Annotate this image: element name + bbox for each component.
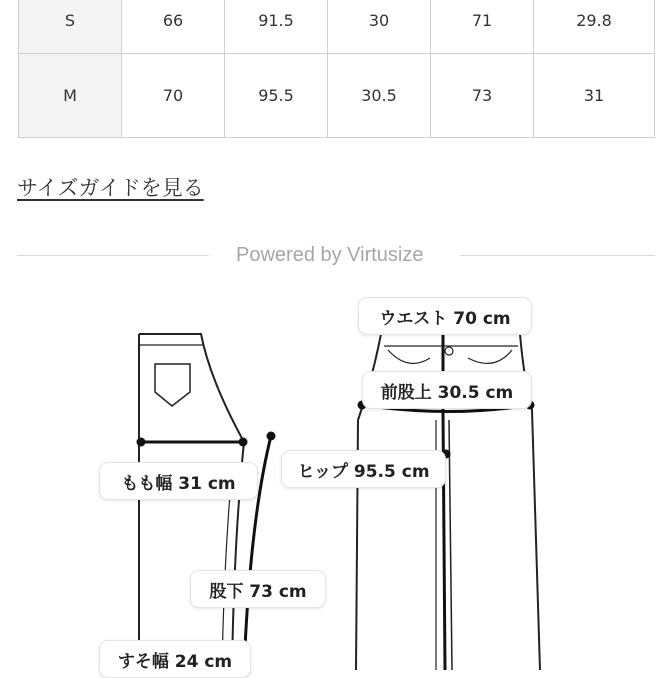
size-guide-link[interactable]: サイズガイドを見る xyxy=(17,176,204,200)
table-cell: 29.8 xyxy=(534,0,655,54)
table-cell: 95.5 xyxy=(225,54,328,138)
table-cell: 91.5 xyxy=(225,0,328,54)
table-cell: 66 xyxy=(122,0,225,54)
thigh-label: もも幅 31 cm xyxy=(99,462,258,500)
size-label: S xyxy=(19,0,122,54)
table-cell: 73 xyxy=(431,54,534,138)
hip-label: ヒップ 95.5 cm xyxy=(281,450,446,488)
inseam-label: 股下 73 cm xyxy=(190,570,326,608)
table-cell: 70 xyxy=(122,54,225,138)
size-label: M xyxy=(19,54,122,138)
table-cell: 30.5 xyxy=(328,54,431,138)
waist-label: ウエスト 70 cm xyxy=(358,297,532,335)
pants-back-illustration xyxy=(139,334,244,670)
table-cell: 31 xyxy=(534,54,655,138)
rise-label: 前股上 30.5 cm xyxy=(362,371,532,409)
table-cell: 30 xyxy=(328,0,431,54)
table-cell: 71 xyxy=(431,0,534,54)
hem-label: すそ幅 24 cm xyxy=(99,640,251,678)
powered-by-label: Powered by Virtusize xyxy=(236,244,424,266)
thigh-measure-line xyxy=(137,438,248,447)
